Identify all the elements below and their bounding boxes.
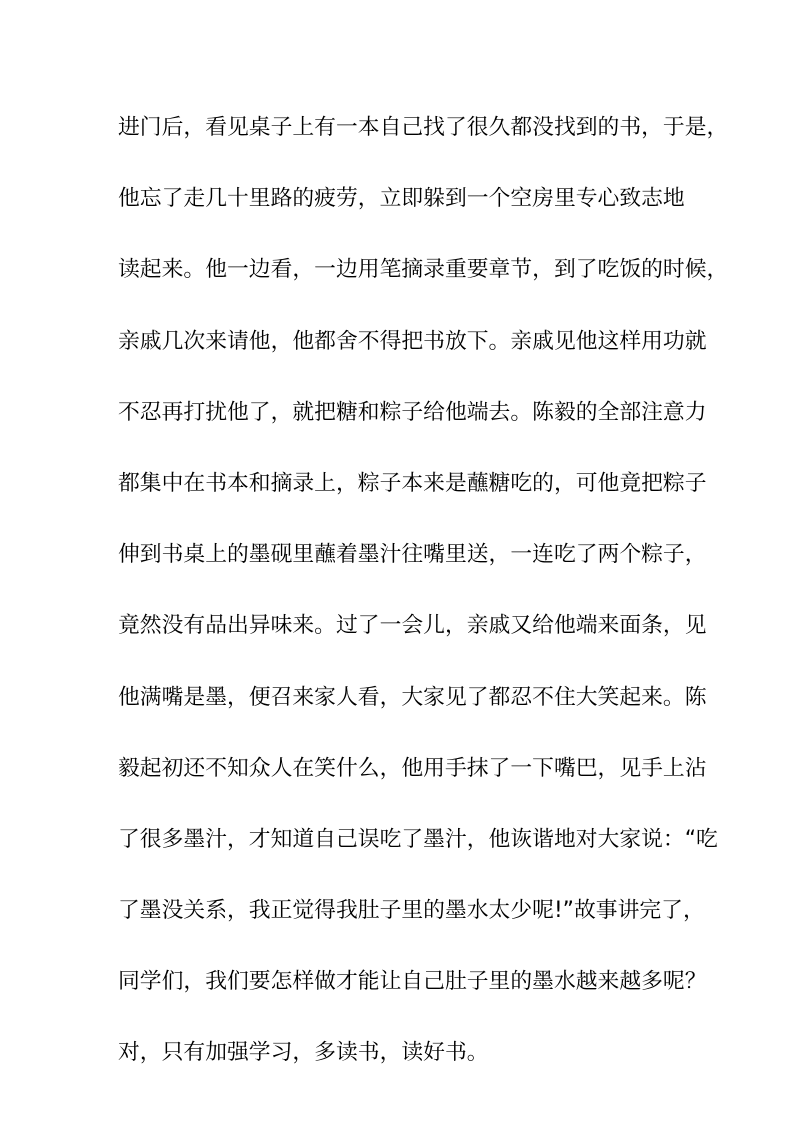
text-line-12: 了墨没关系，我正觉得我肚子里的墨水太少呢!”故事讲完了， [118, 898, 705, 924]
story-text [118, 104, 729, 1101]
text-line-10: 毅起初还不知众人在笑什么，他用手抹了一下嘴巴，见手上沾 [118, 755, 707, 781]
text-line-4: 亲戚几次来请他，他都舍不得把书放下。亲戚见他这样用功就 [118, 328, 707, 354]
text-line-14: 对，只有加强学习，多读书，读好书。 [118, 1040, 489, 1066]
text-line-1: 进门后，看见桌子上有一本自己找了很久都没找到的书，于是， [118, 115, 729, 140]
text-line-5: 不忍再打扰他了，就把糖和粽子给他端去。陈毅的全部注意力 [118, 399, 707, 425]
text-line-11: 了很多墨汁，才知道自己误吃了墨汁，他诙谐地对大家说：“吃 [118, 826, 718, 852]
text-line-9: 他满嘴是墨，便召来家人看，大家见了都忍不住大笑起来。陈 [118, 684, 707, 710]
text-line-8: 竟然没有品出异味来。过了一会儿，亲戚又给他端来面条，见 [118, 613, 707, 639]
text-line-2: 他忘了走几十里路的疲劳，立即躲到一个空房里专心致志地 [118, 186, 685, 212]
text-line-3: 读起来。他一边看，一边用笔摘录重要章节，到了吃饭的时候， [118, 257, 729, 283]
text-line-6: 都集中在书本和摘录上，粽子本来是蘸糖吃的，可他竟把粽子 [118, 470, 707, 496]
text-line-7: 伸到书桌上的墨砚里蘸着墨汁往嘴里送，一连吃了两个粽子， [118, 542, 707, 568]
text-line-13: 同学们，我们要怎样做才能让自己肚子里的墨水越来越多呢？ [118, 969, 707, 995]
